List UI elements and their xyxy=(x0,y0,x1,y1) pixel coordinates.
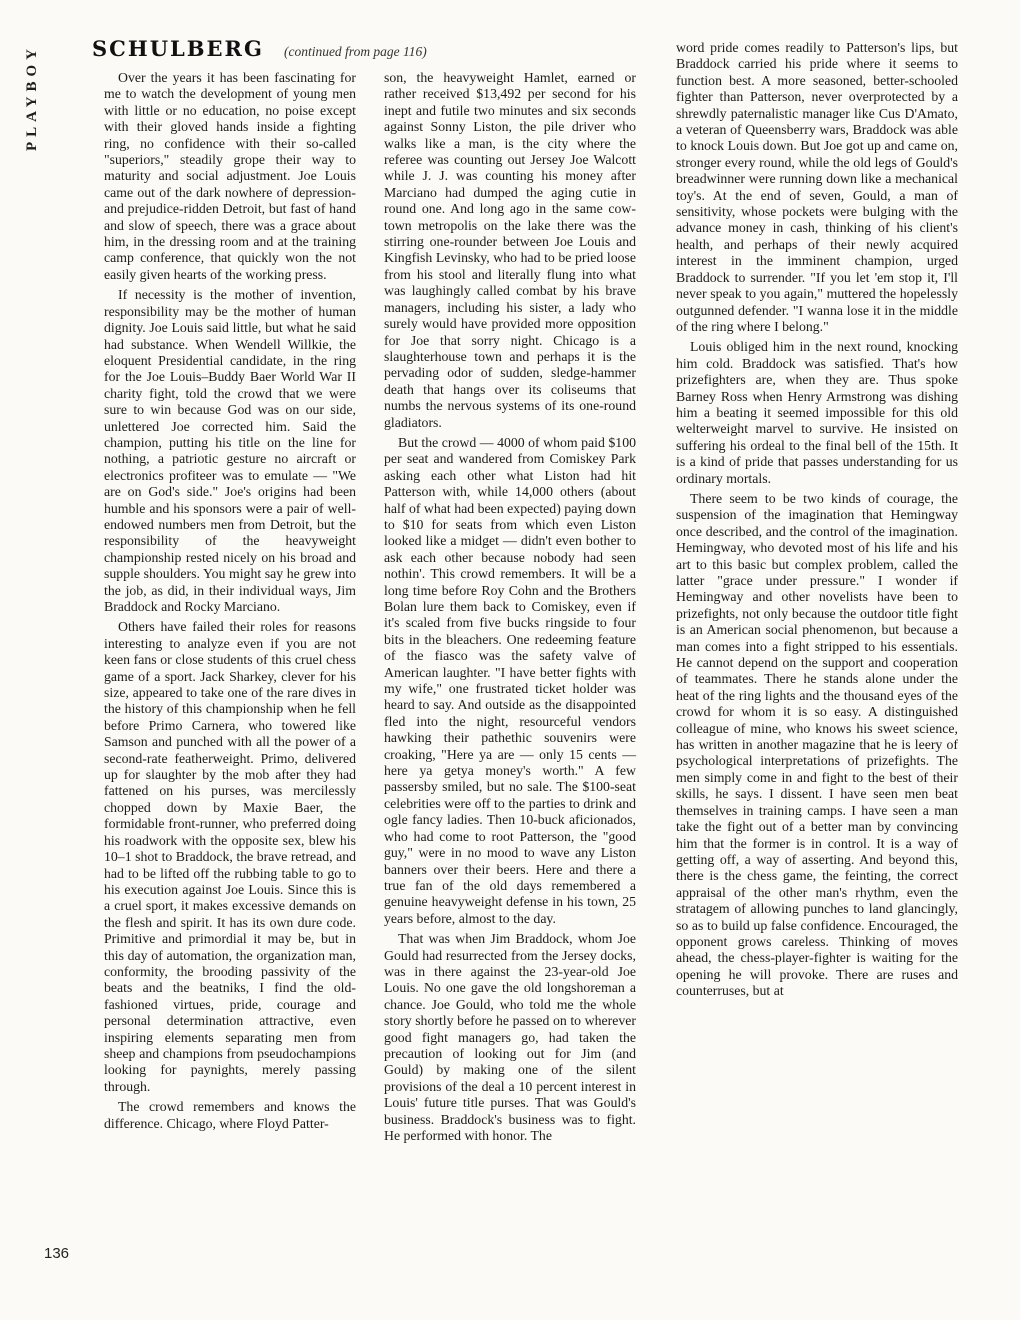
paragraph: That was when Jim Braddock, whom Joe Gould had resurrected from the Jersey docks, was in there against the 23-year-old Joe Louis. No one gave the old longshoreman a chance. Joe Gould, who told me the whole story shortly before he passed on to wherever good fight managers go, had taken the precaution of looking out for Jim (and Gould) by making one of the silent provisions of the deal a 10 percent interest in Louis' future title purses. That was Gould's business. Braddock's business was to fight. He performed with honor. The xyxy=(384,931,636,1143)
paragraph: Over the years it has been fascinating for me to watch the development of young men with little or no education, no poise except with their gloved hands inside a fighting ring, no confidence with their so-called "superiors," steadily grope their way to maturity and social adjustment. Joe Louis came out of the dark nowhere of depression- and prejudice-ridden Detroit, but fast of hand and slow of speech, there was a grace about him, in the dressing room and at the training camp conference, that quickly won the not easily given hearts of the working press. xyxy=(104,70,356,282)
text-column-2 xyxy=(384,70,636,1148)
article-header xyxy=(92,36,652,64)
paragraph: The crowd remembers and knows the difference. Chicago, where Floyd Patter- xyxy=(104,1099,356,1131)
paragraph: There seem to be two kinds of courage, the suspension of the imagination that Hemingway once described, and the control of the imagination. Hemingway, who devoted most of his life and his art to this basic but complex problem, called the latter "grace under pressure." I wonder if Hemingway and other novelists have been to prizefights, not only because the outdoor title fight is an American social phenomenon, but because a man comes into a fight stripped to his essentials. He cannot depend on the support and cooperation of teammates. There he stands alone under the heat of the ring lights and the thousand eyes of the crowd for whom it is so easy. A distinguished colleague of mine, who knows his sweet science, has written in another magazine that he is leery of psychological interpretations of prizefights. The men simply come in and fight to the best of their skills, he says. I dissent. I have seen men beat themselves in training camps. I have seen a man take the fight out of a better man by convincing him that the former is in control. It is a way of getting off, a way of asserting. And beyond this, there is the chess game, the feinting, the correct appraisal of the other man's rhythm, even the stratagem of allowing punches to land glancingly, so as to build up false confidence. Encouraged, the opponent grows careless. Thinking of moves ahead, the chess-player-fighter is waiting for the opening he will provoke. There are ruses and counterruses, but at xyxy=(676,490,958,999)
magazine-name-vertical: PLAYBOY xyxy=(24,44,40,151)
text-column-1 xyxy=(104,70,356,1136)
paragraph: But the crowd — 4000 of whom paid $100 per seat and wandered from Comiskey Park asking each other what Liston had hit Patterson with, while 14,000 others (about half of what had been expected) paying down to $10 for seats from which even Liston looked like a midget — didn't even bother to ask each other because nobody had seen nothin'. This crowd remembers. It will be a long time before Roy Cohn and the Brothers Bolan lure them back to Comiskey, even if it's scaled from five bucks ringside to four bits in the bleachers. One redeeming feature of the fiasco was the safety valve of American laughter. "I have better fights with my wife," one frustrated ticket holder was heard to say. And outside as the disappointed fled into the night, resourceful vendors hawking their pathethic souvenirs were croaking, "Here ya are — only 15 cents — here ya getya money's worth." A few passersby smiled, but no sale. The $100-seat celebrities were off to the parties to drink and ogle fancy ladies. Then 10-buck aficionados, who had come to root Patterson, the "good guy," were in no mood to wave any Liston banners over their beers. Here and there a true fan of the old days remembered a genuine heavyweight defense in his town, 25 years before, almost to the day. xyxy=(384,434,636,926)
paragraph: If necessity is the mother of invention, responsibility may be the mother of human dignity. Joe Louis said little, but what he said had substance. When Wendell Willkie, the eloquent Presidential candidate, in the ring for the Joe Louis–Buddy Baer World War II charity fight, told the crowd that we were sure to win because God was on our side, unlettered Joe corrected him. Said the champion, putting his title on the line for nothing, a patriotic gesture no aircraft or electronics profiteer was to emulate — "We are on God's side." Joe's origins had been humble and his sponsors were a pair of well-endowed numbers men from Detroit, but the responsibility of the heavyweight championship rested nicely on his broad and supple shoulders. You might say he grew into the job, as did, in their individual ways, Jim Braddock and Rocky Marciano. xyxy=(104,287,356,614)
paragraph: son, the heavyweight Hamlet, earned or rather received $13,492 per second for his inept and futile two minutes and six seconds against Sonny Liston, the pile driver who walks like a man, is the city where the referee was counting out Jersey Joe Walcott while J. J. was counting his money after Marciano had dumped the aging cutie in round one. And long ago in the same cow-town metropolis on the lake there was the stirring one-rounder between Joe Louis and Kingfish Levinsky, who had to be pried loose from his stool and literally flung into what was laughingly called combat by his brave managers, including his sister, a lady who surely would have provided more opposition for Joe that sorry night. Chicago is a slaughterhouse town and perhaps it is the pervading odor of sudden, sledge-hammer death that hangs over its coliseums that numbs the nervous systems of its one-round gladiators. xyxy=(384,70,636,430)
paragraph: word pride comes readily to Patterson's lips, but Braddock carried his pride where it seems to function best. A more seasoned, better-schooled fighter than Patterson, never overprotected by a shrewdly paternalistic manager like Cus D'Amato, a veteran of Queensberry wars, Braddock was able to knock Louis down. But Joe got up and came on, stronger every round, while the old legs of Gould's breadwinner were running down like a mechanical toy's. At the end of seven, Gould, a man of sensitivity, whose pockets were bulging with the advance money in cash, thinking of his client's health, and perhaps of their newly acquired interest in the imminent champion, urged Braddock to surrender. "If you let 'em stop it, I'll never speak to you again," muttered the hopelessly outgunned defender. "I wanna lose it in the middle of the ring where I belong." xyxy=(676,40,958,334)
continued-note: (continued from page 116) xyxy=(283,44,427,59)
paragraph: Louis obliged him in the next round, knocking him cold. Braddock was satisfied. That's how prizefighters are, when they are. Thus spoke Barney Ross when Henry Armstrong was dishing him a beating it seemed impossible for this old welterweight marvel to survive. He insisted on suffering his ordeal to the final bell of the 15th. It is a kind of pride that passes understanding for us ordinary mortals. xyxy=(676,339,958,486)
author-byline: SCHULBERG xyxy=(92,36,264,61)
page-number: 136 xyxy=(44,1245,70,1262)
text-column-3 xyxy=(676,40,958,1004)
paragraph: Others have failed their roles for reasons interesting to analyze even if you are not keen fans or close students of this cruel chess game of a sport. Jack Sharkey, clever for his size, appeared to take one of the rare dives in the history of this championship when he fell before Primo Carnera, who towered like Samson and punched with all the power of a second-rate featherweight. Primo, delivered up for slaughter by the mob after they had fattened on his purses, was mercilessly chopped down by Maxie Baer, the formidable front-runner, who preferred doing his roadwork with the opposite sex, blew his 10–1 shot to Braddock, the brave retread, and had to be lifted off the rubbing table to go to his execution against Joe Louis. Since this is a cruel sport, it makes excessive demands on the flesh and spirit. It has its own dure code. Primitive and primordial it may be, but in this day of automation, the organization man, conformity, the brooding passivity of the beats and the beatniks, I find the old-fashioned virtues, pride, courage and personal determination attractive, even inspiring elements separating men from sheep and champions from pseudochampions looking for paynights, merely passing through. xyxy=(104,619,356,1094)
